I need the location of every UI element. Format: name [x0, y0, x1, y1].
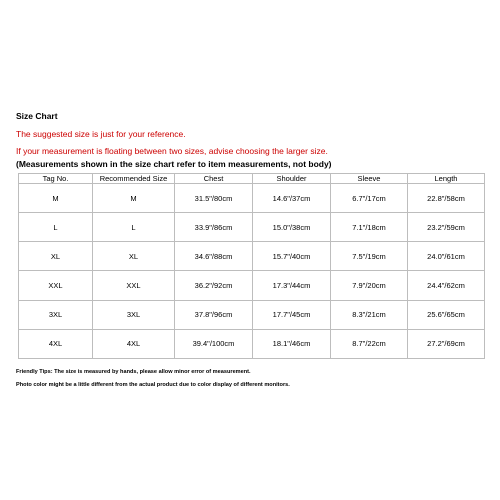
cell-chest: 36.2"/92cm: [175, 271, 253, 300]
cell-tag-no: 4XL: [19, 329, 93, 358]
cell-length: 24.4"/62cm: [408, 271, 485, 300]
table-row: [19, 271, 485, 300]
cell-sleeve: 7.1"/18cm: [331, 213, 408, 242]
cell-sleeve: 8.7"/22cm: [331, 329, 408, 358]
cell-shoulder: 15.7"/40cm: [253, 242, 331, 271]
table-row: [19, 242, 485, 271]
header-length: Length: [408, 174, 485, 184]
cell-tag-no: XXL: [19, 271, 93, 300]
cell-chest: 39.4"/100cm: [175, 329, 253, 358]
header-recommended-size: Recommended Size: [93, 174, 175, 184]
larger-size-note: If your measurement is floating between two sizes, advise choosing the larger size.: [16, 146, 328, 156]
cell-recommended-size: L: [93, 213, 175, 242]
cell-recommended-size: XXL: [93, 271, 175, 300]
cell-chest: 34.6"/88cm: [175, 242, 253, 271]
size-chart-heading: Size Chart: [16, 111, 58, 121]
table-row: [19, 184, 485, 213]
cell-tag-no: XL: [19, 242, 93, 271]
cell-recommended-size: M: [93, 184, 175, 213]
cell-tag-no: M: [19, 184, 93, 213]
cell-sleeve: 7.5"/19cm: [331, 242, 408, 271]
cell-tag-no: L: [19, 213, 93, 242]
cell-tag-no: 3XL: [19, 300, 93, 329]
header-shoulder: Shoulder: [253, 174, 331, 184]
cell-sleeve: 8.3"/21cm: [331, 300, 408, 329]
cell-chest: 37.8"/96cm: [175, 300, 253, 329]
friendly-tips: Friendly Tips: The size is measured by hands, please allow minor error of measurement.: [16, 369, 251, 375]
suggestion-note: The suggested size is just for your reference.: [16, 129, 186, 139]
cell-length: 22.8"/58cm: [408, 184, 485, 213]
table-row: [19, 329, 485, 358]
cell-chest: 31.5"/80cm: [175, 184, 253, 213]
cell-shoulder: 14.6"/37cm: [253, 184, 331, 213]
cell-shoulder: 17.3"/44cm: [253, 271, 331, 300]
cell-length: 24.0"/61cm: [408, 242, 485, 271]
cell-length: 23.2"/59cm: [408, 213, 485, 242]
table-row: [19, 300, 485, 329]
header-sleeve: Sleeve: [331, 174, 408, 184]
cell-shoulder: 15.0"/38cm: [253, 213, 331, 242]
cell-length: 25.6"/65cm: [408, 300, 485, 329]
table-header-row: [19, 174, 485, 184]
cell-shoulder: 18.1"/46cm: [253, 329, 331, 358]
cell-sleeve: 6.7"/17cm: [331, 184, 408, 213]
measurements-note: (Measurements shown in the size chart refer to item measurements, not body): [16, 159, 332, 169]
photo-color-note: Photo color might be a little different from the actual product due to color display of different monitors.: [16, 382, 290, 388]
cell-shoulder: 17.7"/45cm: [253, 300, 331, 329]
cell-recommended-size: XL: [93, 242, 175, 271]
size-table: [18, 173, 485, 359]
cell-chest: 33.9"/86cm: [175, 213, 253, 242]
table-row: [19, 213, 485, 242]
header-chest: Chest: [175, 174, 253, 184]
header-tag-no: Tag No.: [19, 174, 93, 184]
cell-recommended-size: 3XL: [93, 300, 175, 329]
cell-sleeve: 7.9"/20cm: [331, 271, 408, 300]
cell-length: 27.2"/69cm: [408, 329, 485, 358]
cell-recommended-size: 4XL: [93, 329, 175, 358]
